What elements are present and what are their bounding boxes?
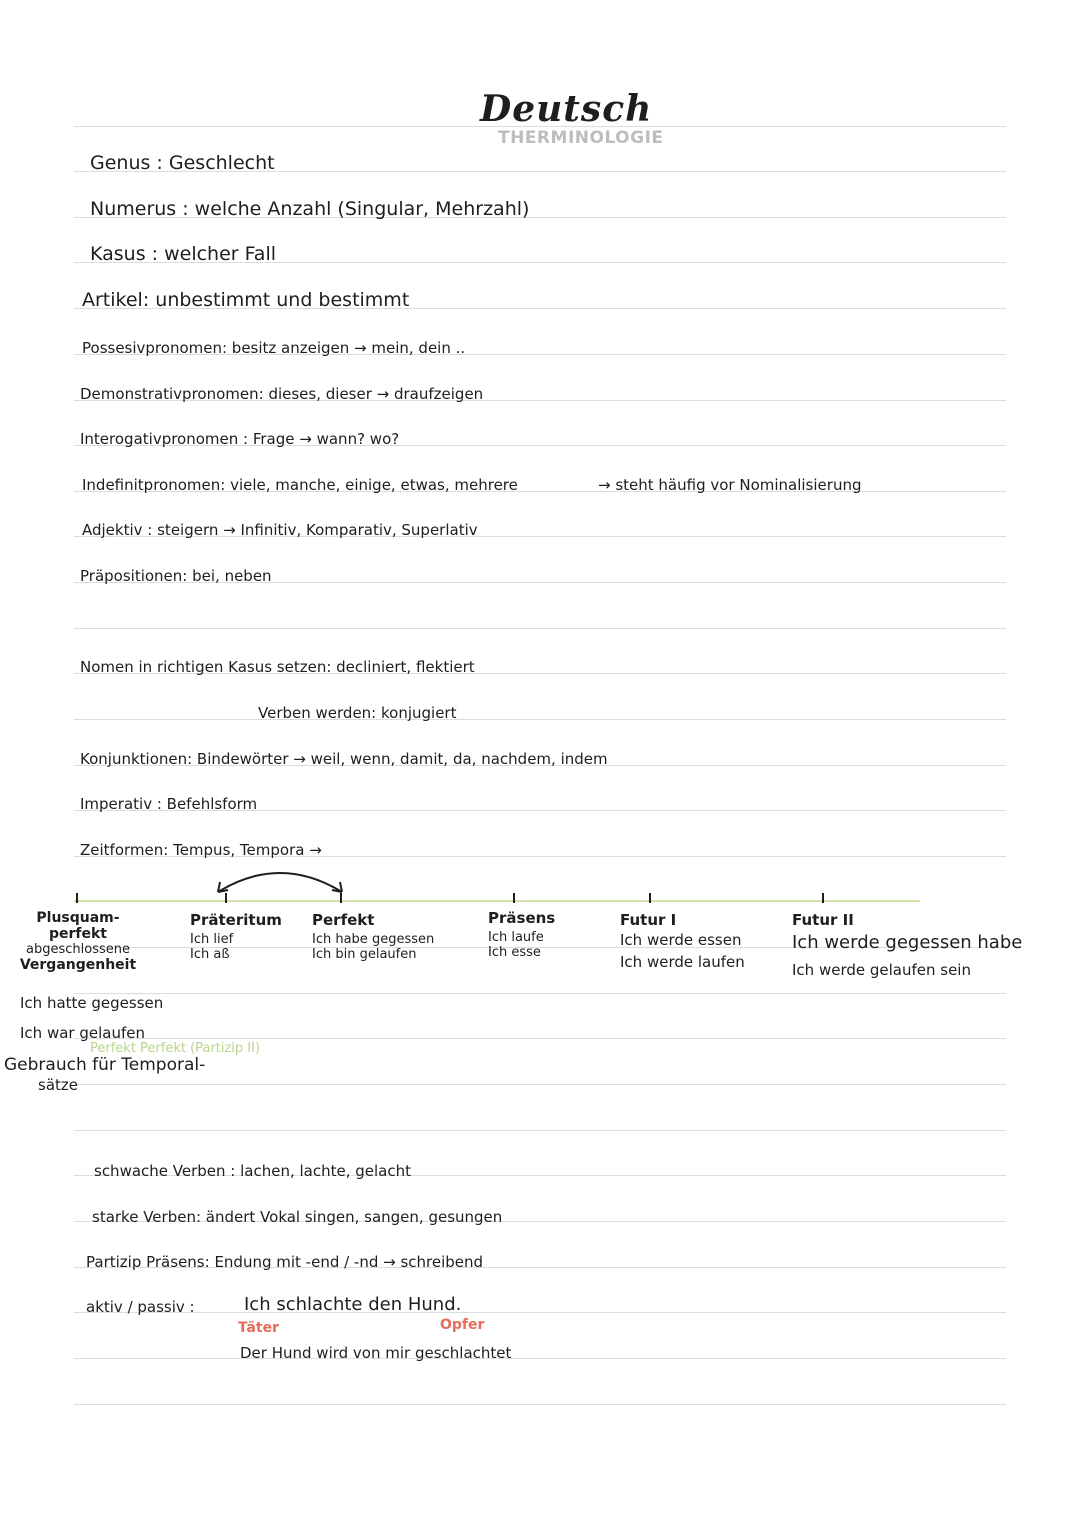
indefinit-note: → steht häufig vor Nominalisierung (598, 476, 862, 494)
perfekt-title: Perfekt (312, 911, 375, 929)
genus-line: Genus : Geschlecht (90, 152, 275, 174)
futur1-title: Futur I (620, 911, 677, 929)
plusquam-title2: perfekt (48, 926, 107, 942)
timeline-tick (76, 893, 78, 903)
possesiv-line: Possesivpronomen: besitz anzeigen → mein, dein .. (82, 339, 466, 357)
imperativ-line: Imperativ : Befehlsform (80, 795, 258, 813)
partizip-line: Partizip Präsens: Endung mit -end / -nd → schreibend (86, 1253, 484, 1271)
futur1-ex1: Ich werde essen (620, 931, 742, 949)
plusquam-ex2: Ich war gelaufen (20, 1024, 145, 1042)
konjunktionen-line: Konjunktionen: Bindewörter → weil, wenn, damit, da, nachdem, indem (80, 750, 608, 768)
zeitformen-line: Zeitformen: Tempus, Tempora → (80, 841, 322, 859)
interogativ-line: Interogativpronomen : Frage → wann? wo? (80, 430, 400, 448)
futur2-ex1: Ich werde gegessen habe (792, 932, 1023, 953)
taeter-label: Täter (238, 1320, 279, 1336)
nomen-line: Nomen in richtigen Kasus setzen: decliniert, flektiert (80, 658, 475, 676)
artikel-line: Artikel: unbestimmt und bestimmt (82, 289, 410, 311)
perfekt-column (312, 912, 434, 962)
timeline-axis (74, 900, 920, 902)
plusquam-sub: Perfekt Perfekt (Partizip II) (90, 1041, 261, 1056)
perfekt-ex2: Ich bin gelaufen (312, 947, 417, 962)
praeteritum-ex1: Ich lief (190, 932, 234, 947)
plusquam-usage1: Gebrauch für Temporal- (4, 1055, 206, 1075)
page-title: Deutsch (480, 88, 653, 130)
timeline-tick (822, 893, 824, 903)
indefinit-line: Indefinitpronomen: viele, manche, einige, etwas, mehrere (82, 476, 518, 494)
numerus-line: Numerus : welche Anzahl (Singular, Mehrzahl) (90, 198, 530, 220)
plusquam-note1: abgeschlossene (26, 942, 130, 957)
connection-arrow-icon (214, 866, 346, 896)
page-subtitle: THERMINOLOGIE (498, 128, 664, 148)
timeline-tick (649, 893, 651, 903)
stark-line: starke Verben: ändert Vokal singen, sangen, gesungen (92, 1208, 503, 1226)
praeteritum-ex2: Ich aß (190, 947, 230, 962)
kasus-line: Kasus : welcher Fall (90, 243, 277, 265)
aktiv-label: aktiv / passiv : (86, 1298, 195, 1316)
demonstrativ-line: Demonstrativpronomen: dieses, dieser → draufzeigen (80, 385, 484, 403)
plusquam-note2: Vergangenheit (19, 957, 137, 973)
adjektiv-line: Adjektiv : steigern → Infinitiv, Komparativ, Superlativ (82, 521, 478, 539)
praesens-ex1: Ich laufe (488, 930, 544, 945)
plusquamperfekt-column (14, 910, 142, 973)
aktiv-sentence: Ich schlachte den Hund. (244, 1294, 462, 1315)
plusquam-title: Plusquam- (36, 910, 120, 926)
praepositionen-line: Präpositionen: bei, neben (80, 567, 272, 585)
futur1-ex2: Ich werde laufen (620, 953, 745, 971)
praesens-column (488, 910, 555, 960)
timeline-tick (513, 893, 515, 903)
futur2-column (792, 912, 1022, 978)
plusquam-ex1: Ich hatte gegessen (20, 994, 164, 1012)
schwach-line: schwache Verben : lachen, lachte, gelacht (94, 1162, 412, 1180)
passiv-sentence: Der Hund wird von mir geschlachtet (240, 1344, 512, 1362)
praeteritum-title: Präteritum (190, 911, 282, 929)
opfer-label: Opfer (440, 1317, 485, 1333)
futur1-column (620, 912, 745, 970)
praesens-title: Präsens (488, 909, 556, 927)
praesens-ex2: Ich esse (488, 945, 541, 960)
plusquam-usage2: sätze (38, 1076, 78, 1094)
perfekt-ex1: Ich habe gegessen (312, 932, 435, 947)
futur2-ex2: Ich werde gelaufen sein (792, 961, 971, 979)
verben-line: Verben werden: konjugiert (258, 704, 457, 722)
futur2-title: Futur II (792, 911, 854, 929)
praeteritum-column (190, 912, 282, 962)
